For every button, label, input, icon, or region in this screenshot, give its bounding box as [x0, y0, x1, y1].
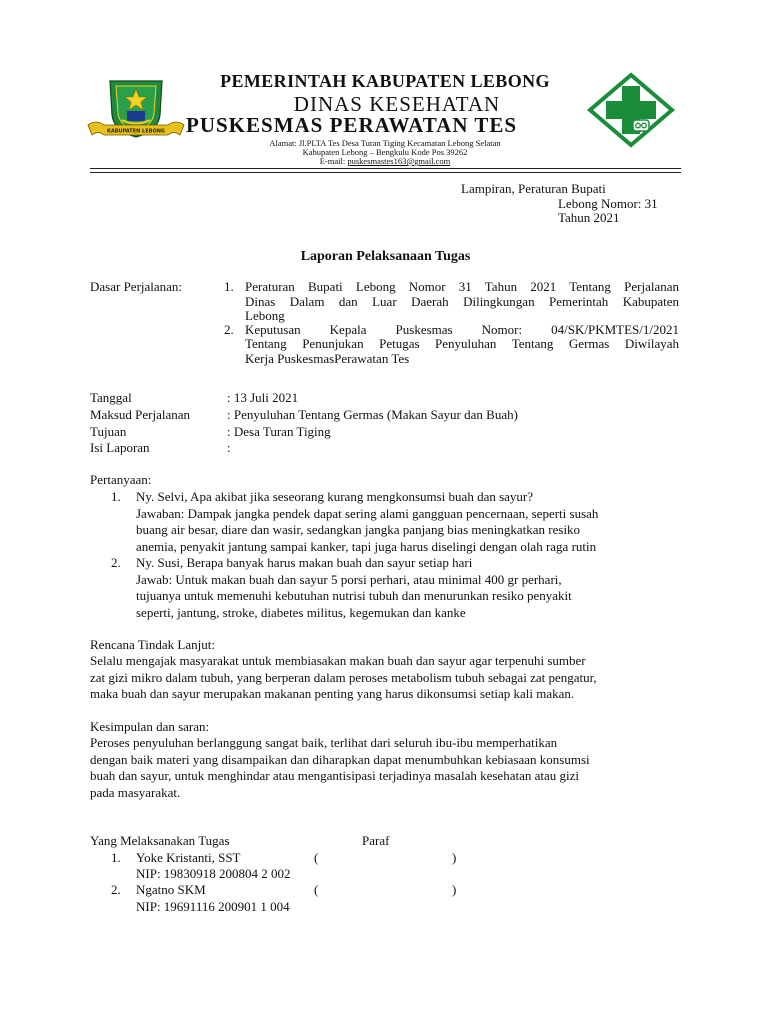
address-line-2: Kabupaten Lebong – Bengkulu Kode Pos 39262: [302, 147, 468, 157]
dasar-item-2-line-2: Tentang Penunjukan Petugas Penyuluhan Tentang Germas Diwilayah: [245, 336, 679, 351]
letterhead-rule-thin: [90, 172, 681, 173]
kesimpulan-line-1: Peroses penyuluhan berlanggung sangat baik, terlihat dari seluruh ibu-ibu memperhatikan: [90, 735, 558, 750]
page-title: Laporan Pelaksanaan Tugas: [300, 249, 471, 264]
answer-1-line-3: anemia, penyakit jantung sampai kanker, tapi juga harus diselingi dengan olah raga rutin: [136, 539, 597, 554]
info-value-maksud: : Penyuluhan Tentang Germas (Makan Sayur dan Buah): [227, 407, 518, 422]
answer-2-line-3: seperti, jantung, stroke, diabetes militus, kegemukan dan kanke: [136, 605, 466, 620]
signer-2-paraf-close: ): [452, 882, 457, 897]
dasar-item-2-line-3: Kerja PuskesmasPerawatan Tes: [245, 351, 410, 366]
answer-2-line-2: tujuanya untuk memenuhi kebutuhan nutrisi tubuh dan menurunkan resiko penyakit: [136, 588, 572, 603]
kabupaten-lebong-logo: [86, 75, 186, 145]
signer-1-nip: NIP: 19830918 200804 2 002: [136, 866, 291, 881]
signer-2-name: Ngatno SKM: [136, 882, 206, 897]
signer-number: 1.: [111, 850, 121, 865]
letterhead-line-2: DINAS KESEHATAN: [293, 92, 501, 116]
kesimpulan-label: Kesimpulan dan saran:: [90, 719, 210, 734]
answer-2-line-1: Jawab: Untuk makan buah dan sayur 5 porsi perhari, atau minimal 400 gr perhari,: [136, 572, 562, 587]
rencana-label: Rencana Tindak Lanjut:: [90, 637, 215, 652]
dasar-item-1-line-3: Lebong: [245, 308, 285, 323]
question-number: 1.: [111, 489, 121, 504]
answer-1-line-2: buang air besar, diare dan wasir, sedangkan jangka panjang bias meningkatkan resiko: [136, 522, 581, 537]
paraf-label: Paraf: [362, 833, 390, 848]
letterhead-line-3: PUSKESMAS PERAWATAN TES: [186, 113, 518, 137]
kesimpulan-line-3: buah dan sayur, untuk menghindar atau mengantisipasi terjadinya masalah kesehatan atau gizi: [90, 768, 579, 783]
signer-1-paraf-close: ): [452, 850, 457, 865]
puskesmas-cross-logo: [586, 72, 676, 148]
signer-number: 2.: [111, 882, 121, 897]
email-line: [200, 157, 570, 166]
info-label-isi: Isi Laporan: [90, 440, 150, 455]
signer-1-name: Yoke Kristanti, SST: [136, 850, 241, 865]
question-2: Ny. Susi, Berapa banyak harus makan buah dan sayur setiap hari: [136, 555, 473, 570]
kesimpulan-line-2: dengan baik materi yang disampaikan dan diharapkan dapat menumbuhkan kebiasaan konsumsi: [90, 752, 590, 767]
info-value-isi: :: [227, 440, 231, 455]
question-number: 2.: [111, 555, 121, 570]
lampiran-line-1: Lampiran, Peraturan Bupati: [461, 181, 606, 196]
dasar-item-1-line-2: Dinas Dalam dan Luar Daerah Dilingkungan Pemerintah Kabupaten: [245, 294, 679, 309]
signer-1-paraf-open: (: [314, 850, 319, 865]
dasar-item-number: 2.: [224, 322, 234, 337]
dasar-item-1-line-1: Peraturan Bupati Lebong Nomor 31 Tahun 2021 Tentang Perjalanan: [245, 279, 679, 294]
letterhead-rule-thick: [90, 168, 681, 169]
info-label-tanggal: Tanggal: [90, 390, 132, 405]
signature-label: Yang Melaksanakan Tugas: [90, 833, 230, 848]
rencana-line-3: maka buah dan sayur merupakan makanan penting yang harus dikonsumsi setiap kali makan.: [90, 686, 575, 701]
pertanyaan-label: Pertanyaan:: [90, 472, 152, 487]
email-link[interactable]: puskesmastes163@gmail.com: [347, 156, 451, 166]
letterhead-line-1: PEMERINTAH KABUPATEN LEBONG: [220, 71, 550, 91]
info-value-tujuan: : Desa Turan Tiging: [227, 424, 331, 439]
address-line-1: Alamat: Jl.PLTA Tes Desa Turan Tiging Kecamatan Lebong Selatan: [269, 138, 501, 148]
lampiran-line-2: Lebong Nomor: 31: [558, 196, 658, 211]
dasar-label: Dasar Perjalanan:: [90, 279, 183, 294]
info-label-tujuan: Tujuan: [90, 424, 127, 439]
svg-text:KABUPATEN LEBONG: KABUPATEN LEBONG: [106, 128, 166, 135]
signer-2-nip: NIP: 19691116 200901 1 004: [136, 899, 290, 914]
dasar-item-number: 1.: [224, 279, 234, 294]
signer-2-paraf-open: (: [314, 882, 319, 897]
email-label: E-mail:: [319, 156, 348, 166]
question-1: Ny. Selvi, Apa akibat jika seseorang kurang mengkonsumsi buah dan sayur?: [136, 489, 534, 504]
info-value-tanggal: : 13 Juli 2021: [227, 390, 299, 405]
info-label-maksud: Maksud Perjalanan: [90, 407, 191, 422]
dasar-item-2-line-1: Keputusan Kepala Puskesmas Nomor: 04/SK/PKMTES/1/2021: [245, 322, 679, 337]
rencana-line-2: zat gizi mikro dalam tubuh, yang berperan dalam peroses metabolism tubuh sebagai zat pengatur,: [90, 670, 597, 685]
rencana-line-1: Selalu mengajak masyarakat untuk membiasakan makan buah dan sayur agar terpenuhi sumber: [90, 653, 586, 668]
answer-1-line-1: Jawaban: Dampak jangka pendek dapat sering alami gangguan pencernaan, seperti susah: [136, 506, 599, 521]
lampiran-line-3: Tahun 2021: [558, 210, 620, 225]
kesimpulan-line-4: pada masyarakat.: [90, 785, 181, 800]
